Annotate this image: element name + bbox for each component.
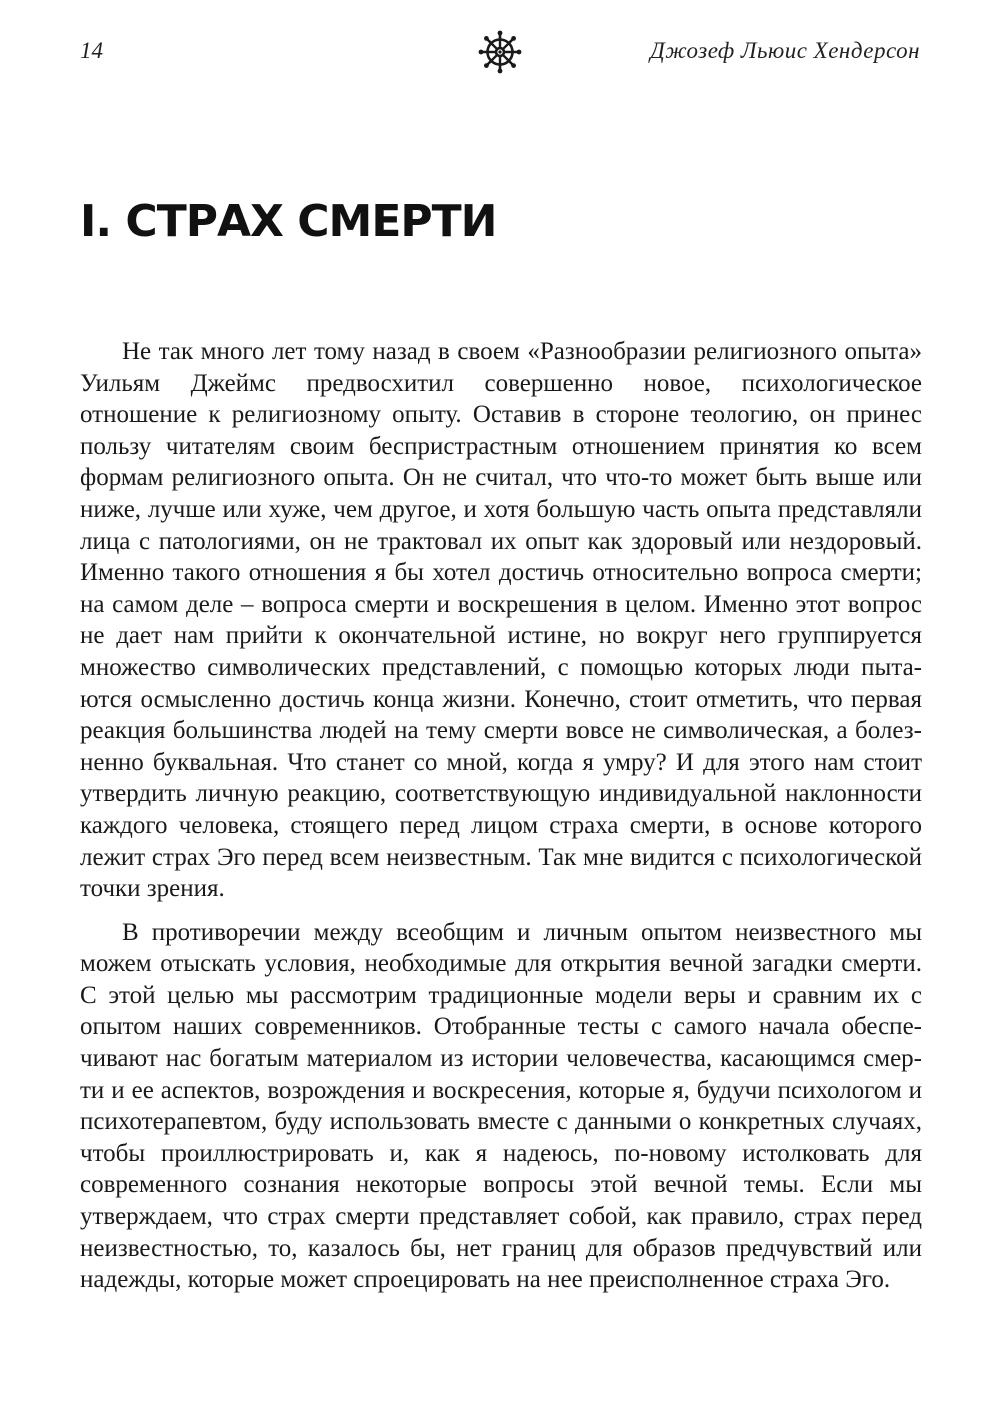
chapter-title: I. СТРАХ СМЕРТИ: [80, 196, 497, 247]
running-head-author: Джозеф Льюис Хендерсон: [650, 38, 920, 63]
paragraph: В противоречии между всеобщим и личным опытом неизвестного мы можем отыскать условия, необходимые для открытия вечной загадки смерти. С этой целью мы рассмотрим традиционные модели веры и сравним их с опытом наших современников. Отобранные тесты с самого начала обеспечивают нас богатым материалом из истории человечества, касающимся смерти и ее аспектов, возрождения и воскресения, которые я, будучи психологом и психотерапевтом, буду использовать вместе с данными о конкретных случаях, чтобы проиллюстрировать и, как я надеюсь, по-новому истолковать для современного сознания некоторые вопросы этой вечной темы. Если мы утверждаем, что страх смерти представляет собой, как правило, страх перед неизвестностью, то, казалось бы, нет границ для образов предчувствий или надежды, которые может спроецировать на нее преисполненное страха Эго.: [80, 918, 922, 1294]
page-number: 14: [80, 38, 103, 63]
paragraph: Не так много лет тому назад в своем «Разнообразии религиозного опыта» Уильям Джеймс предвосхитил совершенно новое, психологическое отношение к религиозному опыту. Оставив в стороне теологию, он принес пользу читателям своим беспристрастным отношением принятия ко всем формам религиозного опыта. Он не считал, что что-то может быть выше или ниже, лучше или хуже, чем другое, и хотя большую часть опыта представляли лица с патологиями, он не трактовал их опыт как здоровый или нездоровый. Именно такого отношения я бы хотел достичь относительно вопроса смерти; на самом деле – вопроса смерти и воскрешения в целом. Именно этот вопрос не дает нам прийти к окончательной истине, но вокруг него группируется множество символических представлений, с помощью которых люди пытаются осмысленно достичь конца жизни. Конечно, стоит отметить, что первая реакция большинства людей на тему смерти вовсе не символическая, а болезненно буквальная. Что станет со мной, когда я умру? И для этого нам стоит утвердить личную реакцию, соответствующую индивидуальной наклонности каждого человека, стоящего перед лицом страха смерти, в основе которого лежит страх Эго перед всем неизвестным. Так мне видится с психологической точки зрения.: [80, 338, 922, 903]
dharma-wheel-icon: [478, 30, 522, 74]
page-header: [80, 30, 920, 74]
body-text: [80, 336, 922, 1308]
